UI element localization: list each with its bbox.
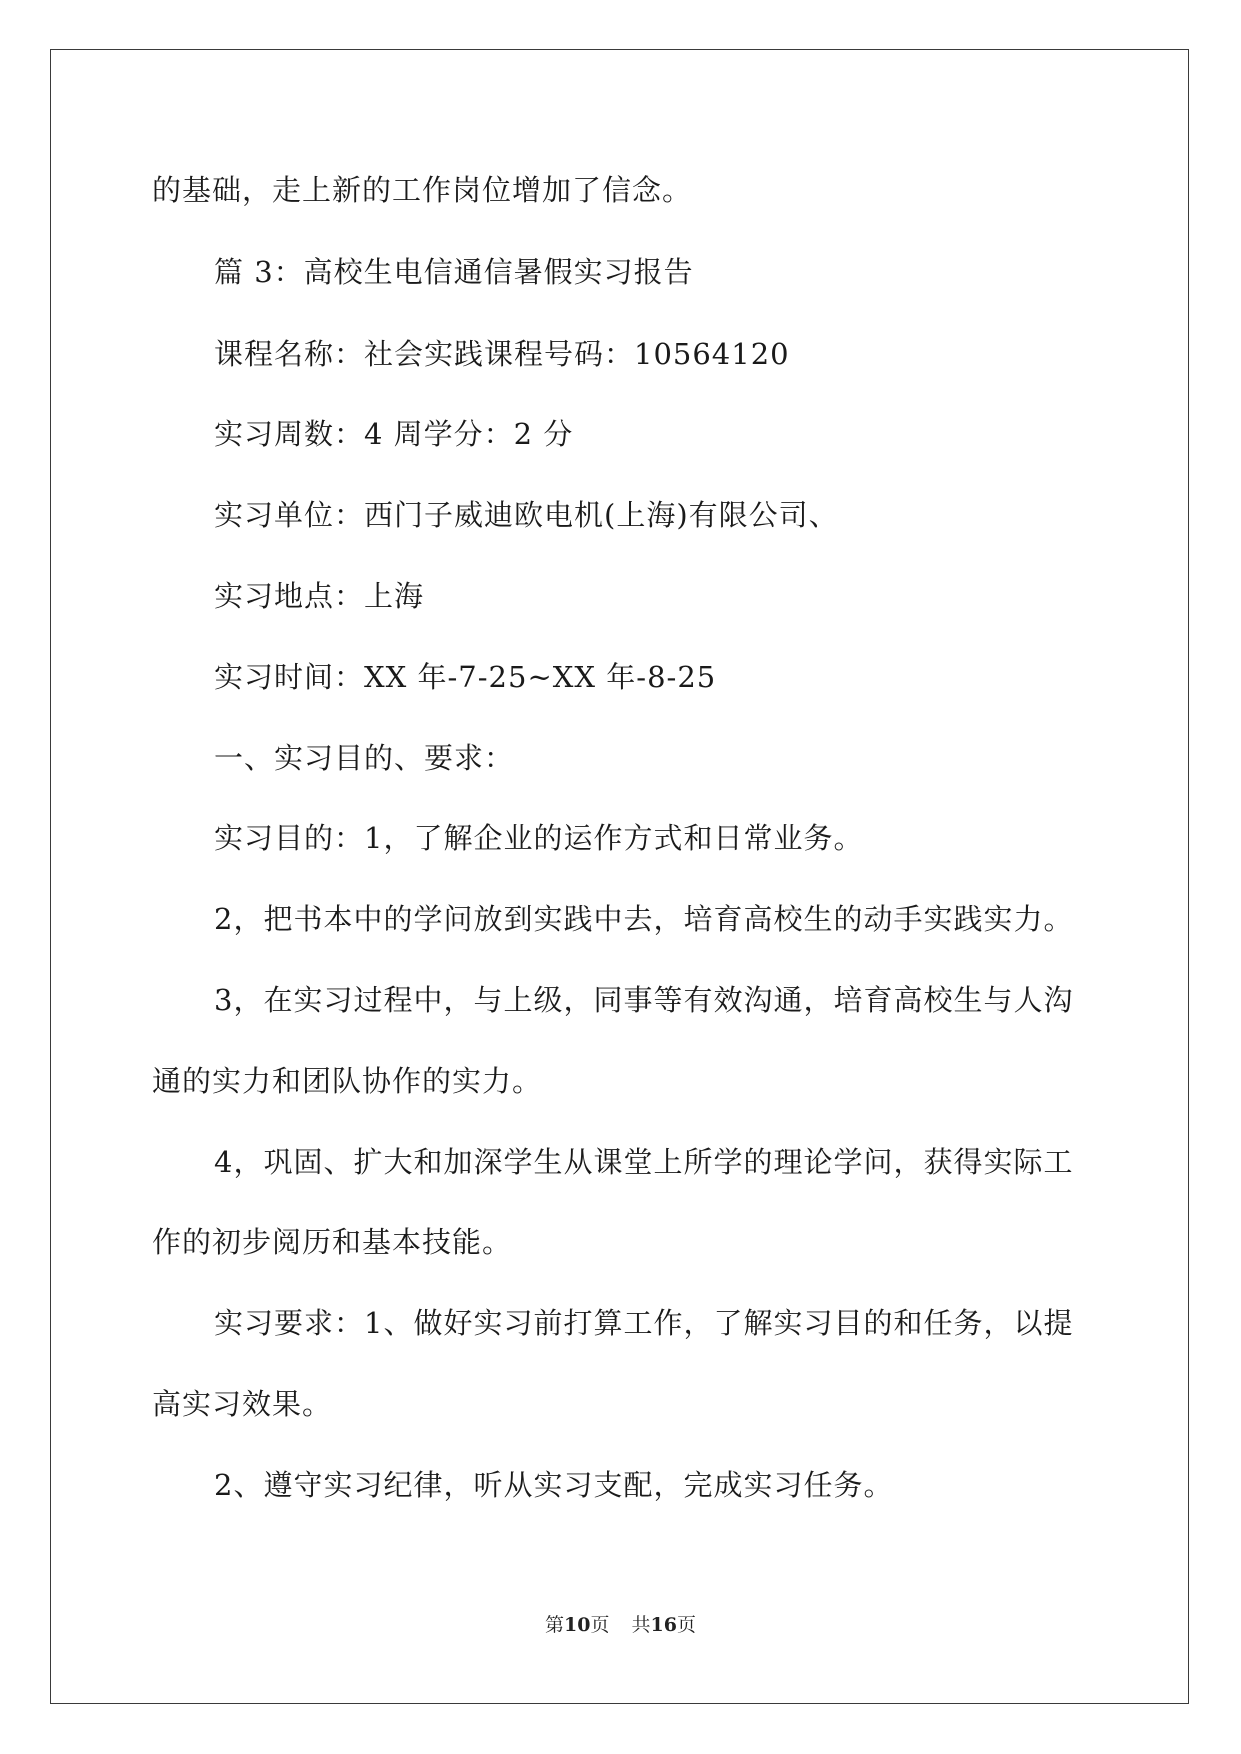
total-prefix: 共 [631, 1614, 651, 1636]
paragraph-line: 高实习效果。 [152, 1387, 333, 1421]
paragraph-line: 实习目的：1，了解企业的运作方式和日常业务。 [214, 821, 864, 855]
total-page-number: 16 [650, 1614, 677, 1636]
page-footer [0, 1612, 1241, 1638]
current-page-number: 10 [564, 1614, 591, 1636]
paragraph-line: 实习要求：1、做好实习前打算工作，了解实习目的和任务，以提 [214, 1306, 1074, 1340]
section-heading: 篇 3：高校生电信通信暑假实习报告 [214, 255, 694, 289]
page-border [50, 49, 1189, 1704]
paragraph-line: 实习地点：上海 [214, 579, 425, 613]
paragraph-line: 实习单位：西门子威迪欧电机(上海)有限公司、 [214, 498, 839, 532]
paragraph-line: 2，把书本中的学问放到实践中去，培育高校生的动手实践实力。 [214, 902, 1074, 936]
paragraph-line: 4，巩固、扩大和加深学生从课堂上所学的理论学问，获得实际工 [214, 1145, 1074, 1179]
paragraph-line: 实习时间：XX 年-7-25~XX 年-8-25 [214, 660, 717, 694]
page-unit: 页 [590, 1614, 610, 1636]
paragraph-line: 实习周数：4 周学分：2 分 [214, 417, 574, 451]
paragraph-line: 课程名称：社会实践课程号码：10564120 [214, 337, 790, 371]
total-unit: 页 [676, 1614, 696, 1636]
paragraph-line: 3，在实习过程中，与上级，同事等有效沟通，培育高校生与人沟 [214, 983, 1074, 1017]
paragraph-line: 的基础，走上新的工作岗位增加了信念。 [152, 173, 693, 207]
paragraph-line: 2、遵守实习纪律，听从实习支配，完成实习任务。 [214, 1468, 894, 1502]
paragraph-line: 一、实习目的、要求： [214, 741, 515, 775]
page-prefix: 第 [545, 1614, 565, 1636]
paragraph-line: 通的实力和团队协作的实力。 [152, 1064, 543, 1098]
paragraph-line: 作的初步阅历和基本技能。 [152, 1225, 513, 1259]
